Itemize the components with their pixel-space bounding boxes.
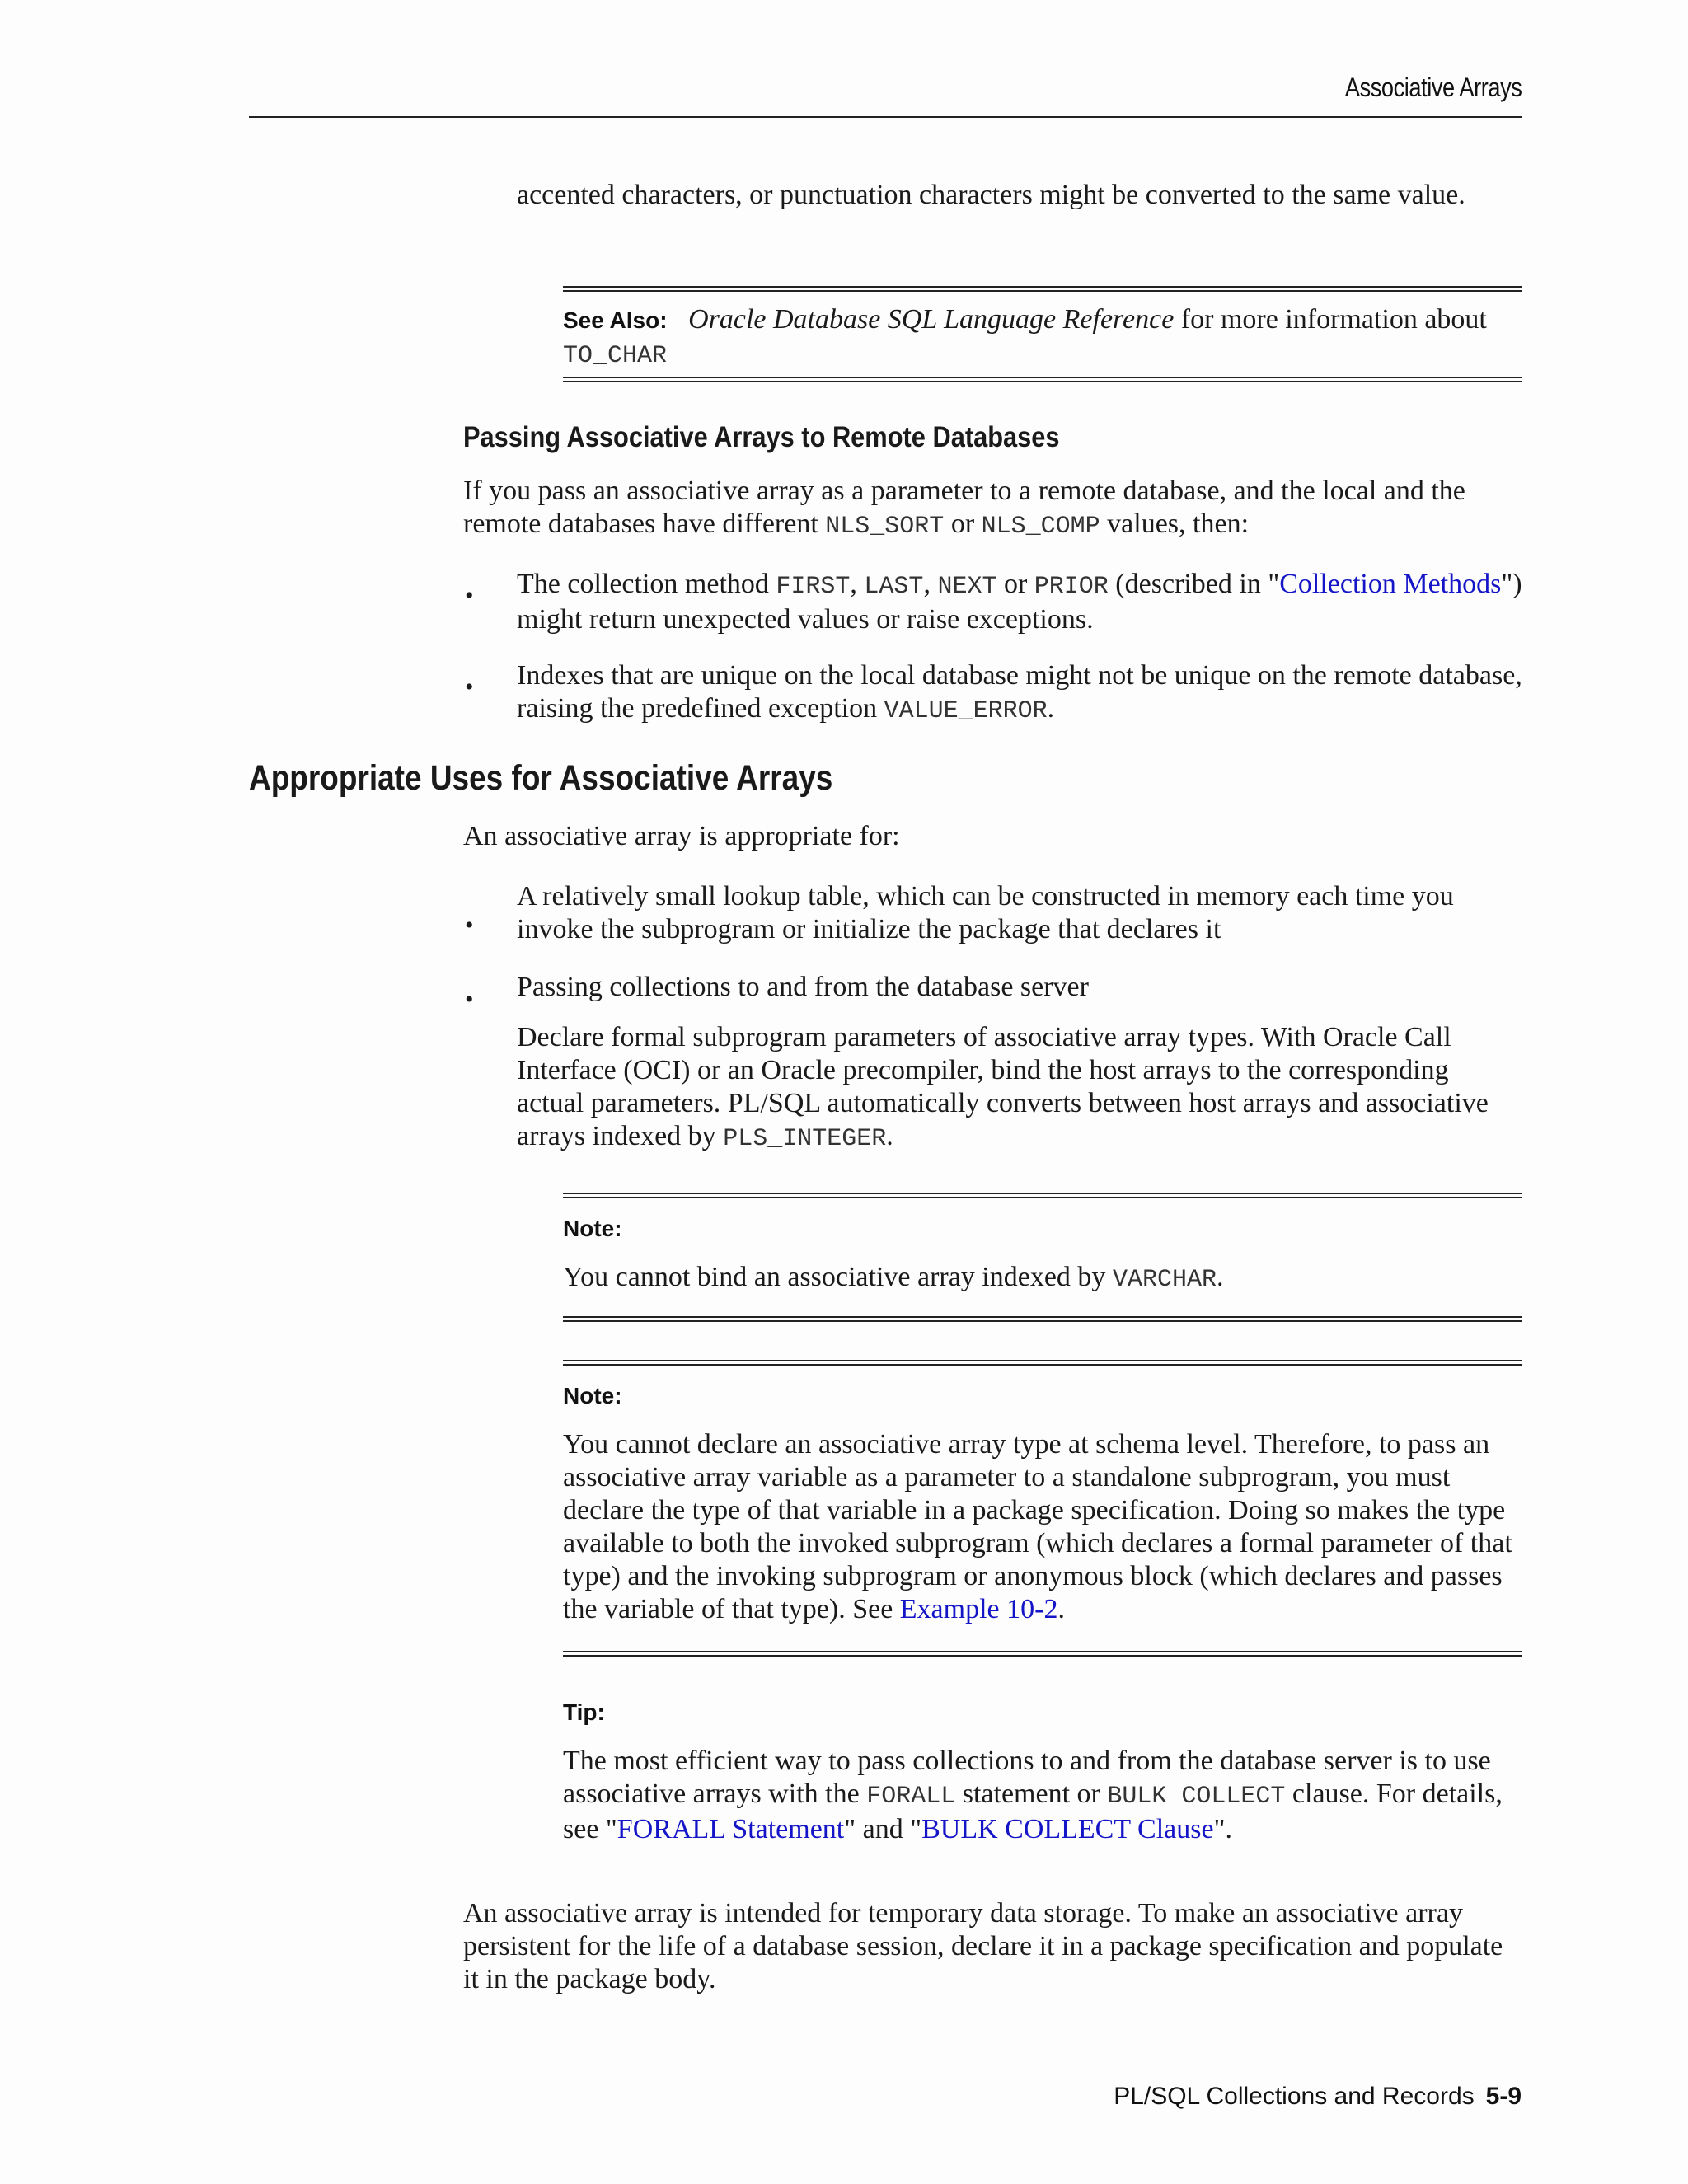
bullet1-end: ") might return unexpected values or raise exceptions. <box>517 569 1522 635</box>
page-footer <box>1114 2083 1522 2111</box>
bullet1-text: The collection method <box>517 569 769 599</box>
tip-clause: clause. <box>1292 1779 1370 1809</box>
remote-section-heading: Passing Associative Arrays to Remote Databases <box>463 421 1060 453</box>
uses-bullet-1: A relatively small lookup table, which can be constructed in memory each time you invoke the subprogram or initialize the package that declares it <box>517 881 1454 944</box>
note1-body: You cannot bind an associative array indexed by <box>563 1262 1106 1292</box>
intro-paragraph: accented characters, or punctuation characters might be converted to the same value. <box>517 180 1465 210</box>
code-nls-sort: NLS_SORT <box>825 513 945 541</box>
running-header: Associative Arrays <box>1344 73 1522 102</box>
see-also-bottom-rule <box>563 377 1522 382</box>
note1-end: . <box>1216 1262 1224 1292</box>
bullet-icon: • <box>465 986 474 1013</box>
code-bulk-collect: BULK COLLECT <box>1107 1783 1286 1811</box>
bullet2-detail-end: . <box>886 1121 893 1151</box>
footer-book-title: PL/SQL Collections and Records <box>1114 2083 1475 2110</box>
tip-body: The most efficient way to pass collections to and from the database server is to use associative arrays with the <box>563 1746 1491 1809</box>
uses-intro: An associative array is appropriate for: <box>463 821 900 851</box>
note1-label: Note: <box>563 1216 622 1241</box>
note1-text <box>563 1261 1522 1296</box>
bulk-collect-clause-link[interactable]: BULK COLLECT Clause <box>921 1814 1214 1844</box>
bullet1-or: or <box>1003 569 1028 599</box>
remote-bullet-1: The collection method FIRST, LAST, NEXT or PRIOR (described in "Collection Methods") might return unexpected values or raise exceptions. <box>517 569 1522 635</box>
see-also-top-rule <box>563 286 1522 292</box>
header-rule <box>249 116 1522 118</box>
see-also-label: See Also: <box>563 307 668 333</box>
closing-paragraph: An associative array is intended for temporary data storage. To make an associative array persistent for the life of a database session, declare it in a package specification and populate it in the package body. <box>463 1898 1503 1994</box>
bullet2-detail-text: Declare formal subprogram parameters of associative array types. With Oracle Call Interface (OCI) or an Oracle precompiler, bind the host arrays to the corresponding actual parameters. PL/SQL automatically converts between host arrays and associative arrays indexed by <box>517 1022 1489 1151</box>
uses-section-heading: Appropriate Uses for Associative Arrays <box>249 758 833 798</box>
page-number: 5-9 <box>1485 2083 1522 2110</box>
example-10-2-link[interactable]: Example 10-2 <box>899 1594 1058 1624</box>
code-forall: FORALL <box>866 1783 956 1811</box>
code-last: LAST <box>864 573 924 601</box>
tip-text <box>563 1745 1522 1846</box>
see-also-box <box>563 303 1522 373</box>
remote-bullet-2 <box>517 659 1522 728</box>
note2-label: Note: <box>563 1383 622 1408</box>
code-pls-integer: PLS_INTEGER <box>723 1125 887 1153</box>
note2-bottom-rule <box>563 1651 1522 1657</box>
see-also-book-title: Oracle Database SQL Language Reference <box>688 304 1175 335</box>
remote-para-end: values, then: <box>1107 509 1250 539</box>
tip-statement-or: statement or <box>962 1779 1100 1809</box>
see-also-text: for more information about <box>1180 304 1487 335</box>
see-also-code: TO_CHAR <box>563 342 668 370</box>
code-nls-comp: NLS_COMP <box>981 513 1100 541</box>
tip-and: " and " <box>844 1814 922 1844</box>
bullet-icon: • <box>465 673 474 701</box>
code-first: FIRST <box>776 573 851 601</box>
bullet-icon: • <box>465 582 474 609</box>
remote-section-paragraph <box>463 475 1522 543</box>
tip-label: Tip: <box>563 1699 605 1725</box>
tip-end: ". <box>1213 1814 1232 1844</box>
note2-body: You cannot declare an associative array type at schema level. Therefore, to pass an associative array variable as a parameter to a standalone subprogram, you must declare the type of that variable in a package specification. Doing so makes the type available to both the invoked subprogram (which declares a formal parameter of that type) and the invoking subprogram or anonymous block (which declares and passes the variable of that type). See <box>563 1429 1512 1624</box>
forall-statement-link[interactable]: FORALL Statement <box>617 1814 845 1844</box>
bullet2-text: Indexes that are unique on the local database might not be unique on the remote database, raising the predefined exception <box>517 660 1522 724</box>
tip-details: For details, see " <box>563 1779 1503 1844</box>
remote-para-or: or <box>950 509 975 539</box>
bullet1-described: (described in " <box>1115 569 1280 599</box>
note1-top-rule <box>563 1193 1522 1198</box>
remote-para-text: If you pass an associative array as a parameter to a remote database, and the local and the remote databases have different <box>463 476 1465 539</box>
uses-bullet-2: Passing collections to and from the database server <box>517 972 1089 1002</box>
note2-text <box>563 1428 1522 1626</box>
code-varchar: VARCHAR <box>1112 1266 1217 1294</box>
note2-end: . <box>1057 1594 1065 1624</box>
bullet-icon: • <box>465 912 474 939</box>
uses-bullet-2-detail <box>517 1021 1522 1155</box>
code-prior: PRIOR <box>1034 573 1109 601</box>
code-next: NEXT <box>937 573 997 601</box>
bullet2-end: . <box>1047 693 1055 724</box>
note1-bottom-rule <box>563 1316 1522 1322</box>
collection-methods-link[interactable]: Collection Methods <box>1279 569 1502 599</box>
note2-top-rule <box>563 1360 1522 1366</box>
code-value-error: VALUE_ERROR <box>884 697 1048 725</box>
